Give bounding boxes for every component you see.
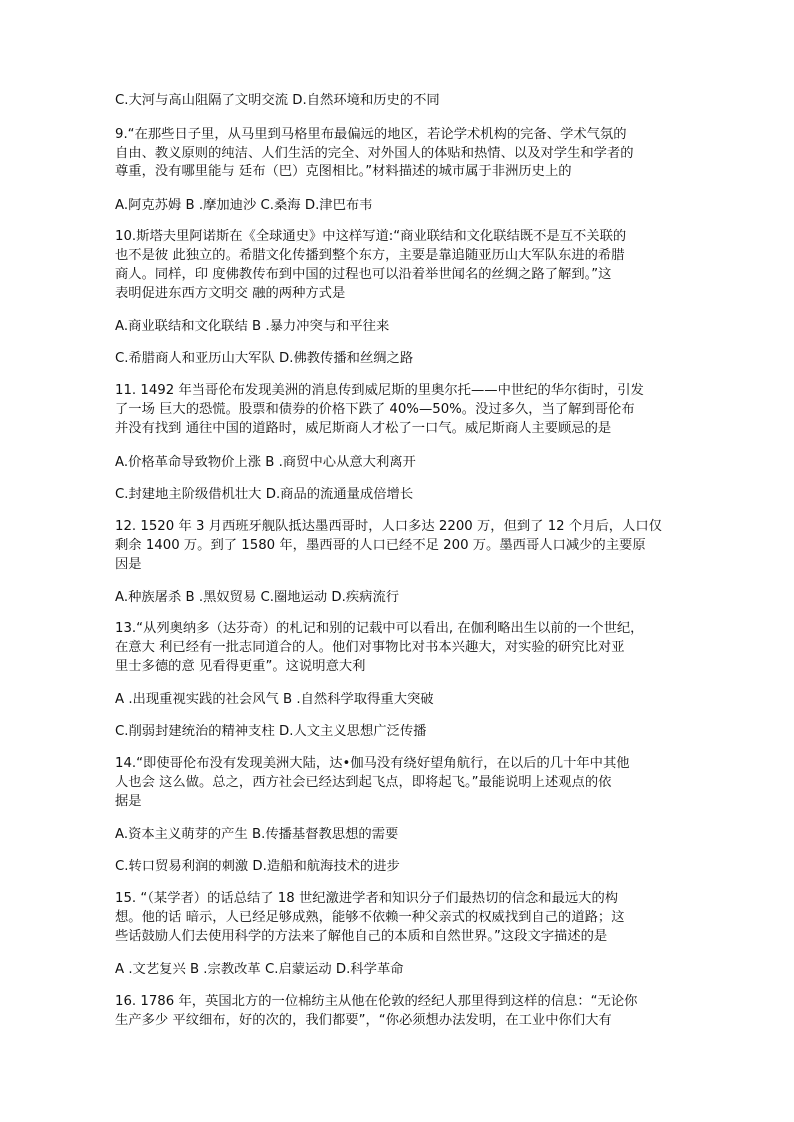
text-line: 人也会 这么做。总之，西方社会已经达到起飞点，即将起飞。”最能说明上述观点的依 [115,775,612,790]
text-line: A.商业联结和文化联结 B .暴力冲突与和平往来 [115,319,390,334]
text-line: 自由、教义原则的纯洁、人们生活的完全、对外国人的体贴和热情、以及对学生和学者的 [115,146,634,161]
text-line: 13.“从列奥纳多（达芬奇）的札记和别的记载中可以看出, 在伽利略出生以前的一个世纪， [115,621,644,636]
text-line: 尊重，没有哪里能与 廷布（巴）克图相比。”材料描述的城市属于非洲历史上的 [115,164,572,179]
text-line: 想。他的话 暗示，人已经足够成熟，能够不依赖一种父亲式的权威找到自己的道路；这 [115,910,625,925]
text-line: C.削弱封建统治的精神支柱 D.人文主义思想广泛传播 [115,724,427,739]
text-line: 11. 1492 年当哥伦布发现美洲的消息传到威尼斯的里奥尔托——中世纪的华尔街时，引发 [115,383,644,398]
text-line: A.种族屠杀 B .黑奴贸易 C.圈地运动 D.疾病流行 [115,590,400,605]
text-line: C.转口贸易利润的刺激 D.造船和航海技术的进步 [115,859,400,874]
text-line: A.资本主义萌芽的产生 B.传播基督教思想的需要 [115,827,399,842]
text-line: 里士多德的意 见看得更重”。这说明意大利 [115,659,366,674]
text-line: 商人。同样，印 度佛教传布到中国的过程也可以沿着举世闻名的丝绸之路了解到。”这 [115,267,612,282]
text-line: C.大河与高山阻隔了文明交流 D.自然环境和历史的不同 [115,93,440,108]
text-line: 10.斯塔夫里阿诺斯在《全球通史》中这样写道:“商业联结和文化联结既不是互不关联的 [115,229,627,244]
text-line: 并没有找到 通往中国的道路时，威尼斯商人才松了一口气。威尼斯商人主要顾忌的是 [115,421,612,436]
text-line: 了一场 巨大的恐慌。股票和债券的价格下跌了 40%—50%。没过多久，当了解到哥伦布 [115,402,635,417]
text-line: 表明促进东西方文明交 融的两种方式是 [115,286,346,301]
text-line: 16. 1786 年，英国北方的一位棉纺主从他在伦敦的经纪人那里得到这样的信息：“无论你 [115,994,638,1009]
text-line: 15. “（某学者）的话总结了 18 世纪激进学者和知识分子们最热切的信念和最远大的构 [115,891,619,906]
text-line: C.封建地主阶级借机壮大 D.商品的流通量成倍增长 [115,487,414,502]
text-line: 些话鼓励人们去使用科学的方法来了解他自己的本质和自然世界。”这段文字描述的是 [115,929,608,944]
text-line: C.希腊商人和亚历山大军队 D.佛教传播和丝绸之路 [115,351,414,366]
text-line: 据是 [115,794,142,809]
text-line: A .文艺复兴 B .宗教改革 C.启蒙运动 D.科学革命 [115,962,404,977]
text-line: 也不是彼 此独立的。希腊文化传播到整个东方，主要是靠追随亚历山大军队东进的希腊 [115,248,625,263]
text-line: A.阿克苏姆 B .摩加迪沙 C.桑海 D.津巴布韦 [115,198,373,213]
text-line: 生产多少 平纹细布，好的次的，我们都要”，“你必须想办法发明，在工业中你们大有 [115,1013,612,1028]
text-line: 9.“在那些日子里，从马里到马格里布最偏远的地区，若论学术机构的完备、学术气氛的 [115,127,627,142]
text-line: 14.“即使哥伦布没有发现美洲大陆，达•伽马没有绕好望角航行，在以后的几十年中其他 [115,756,630,771]
text-line: 因是 [115,557,142,572]
text-line: A.价格革命导致物价上涨 B .商贸中心从意大利离开 [115,455,416,470]
text-line: 12. 1520 年 3 月西班牙舰队抵达墨西哥时，人口多达 2200 万，但到了 12 个月后，人口仅 [115,519,662,534]
text-line: 剩余 1400 万。到了 1580 年，墨西哥的人口已经不足 200 万。墨西哥人口减少的主要原 [115,538,646,553]
text-line: 在意大 利已经有一批志同道合的人。他们对事物比对书本兴趣大，对实验的研究比对亚 [115,640,625,655]
text-line: A .出现重视实践的社会风气 B .自然科学取得重大突破 [115,692,434,707]
